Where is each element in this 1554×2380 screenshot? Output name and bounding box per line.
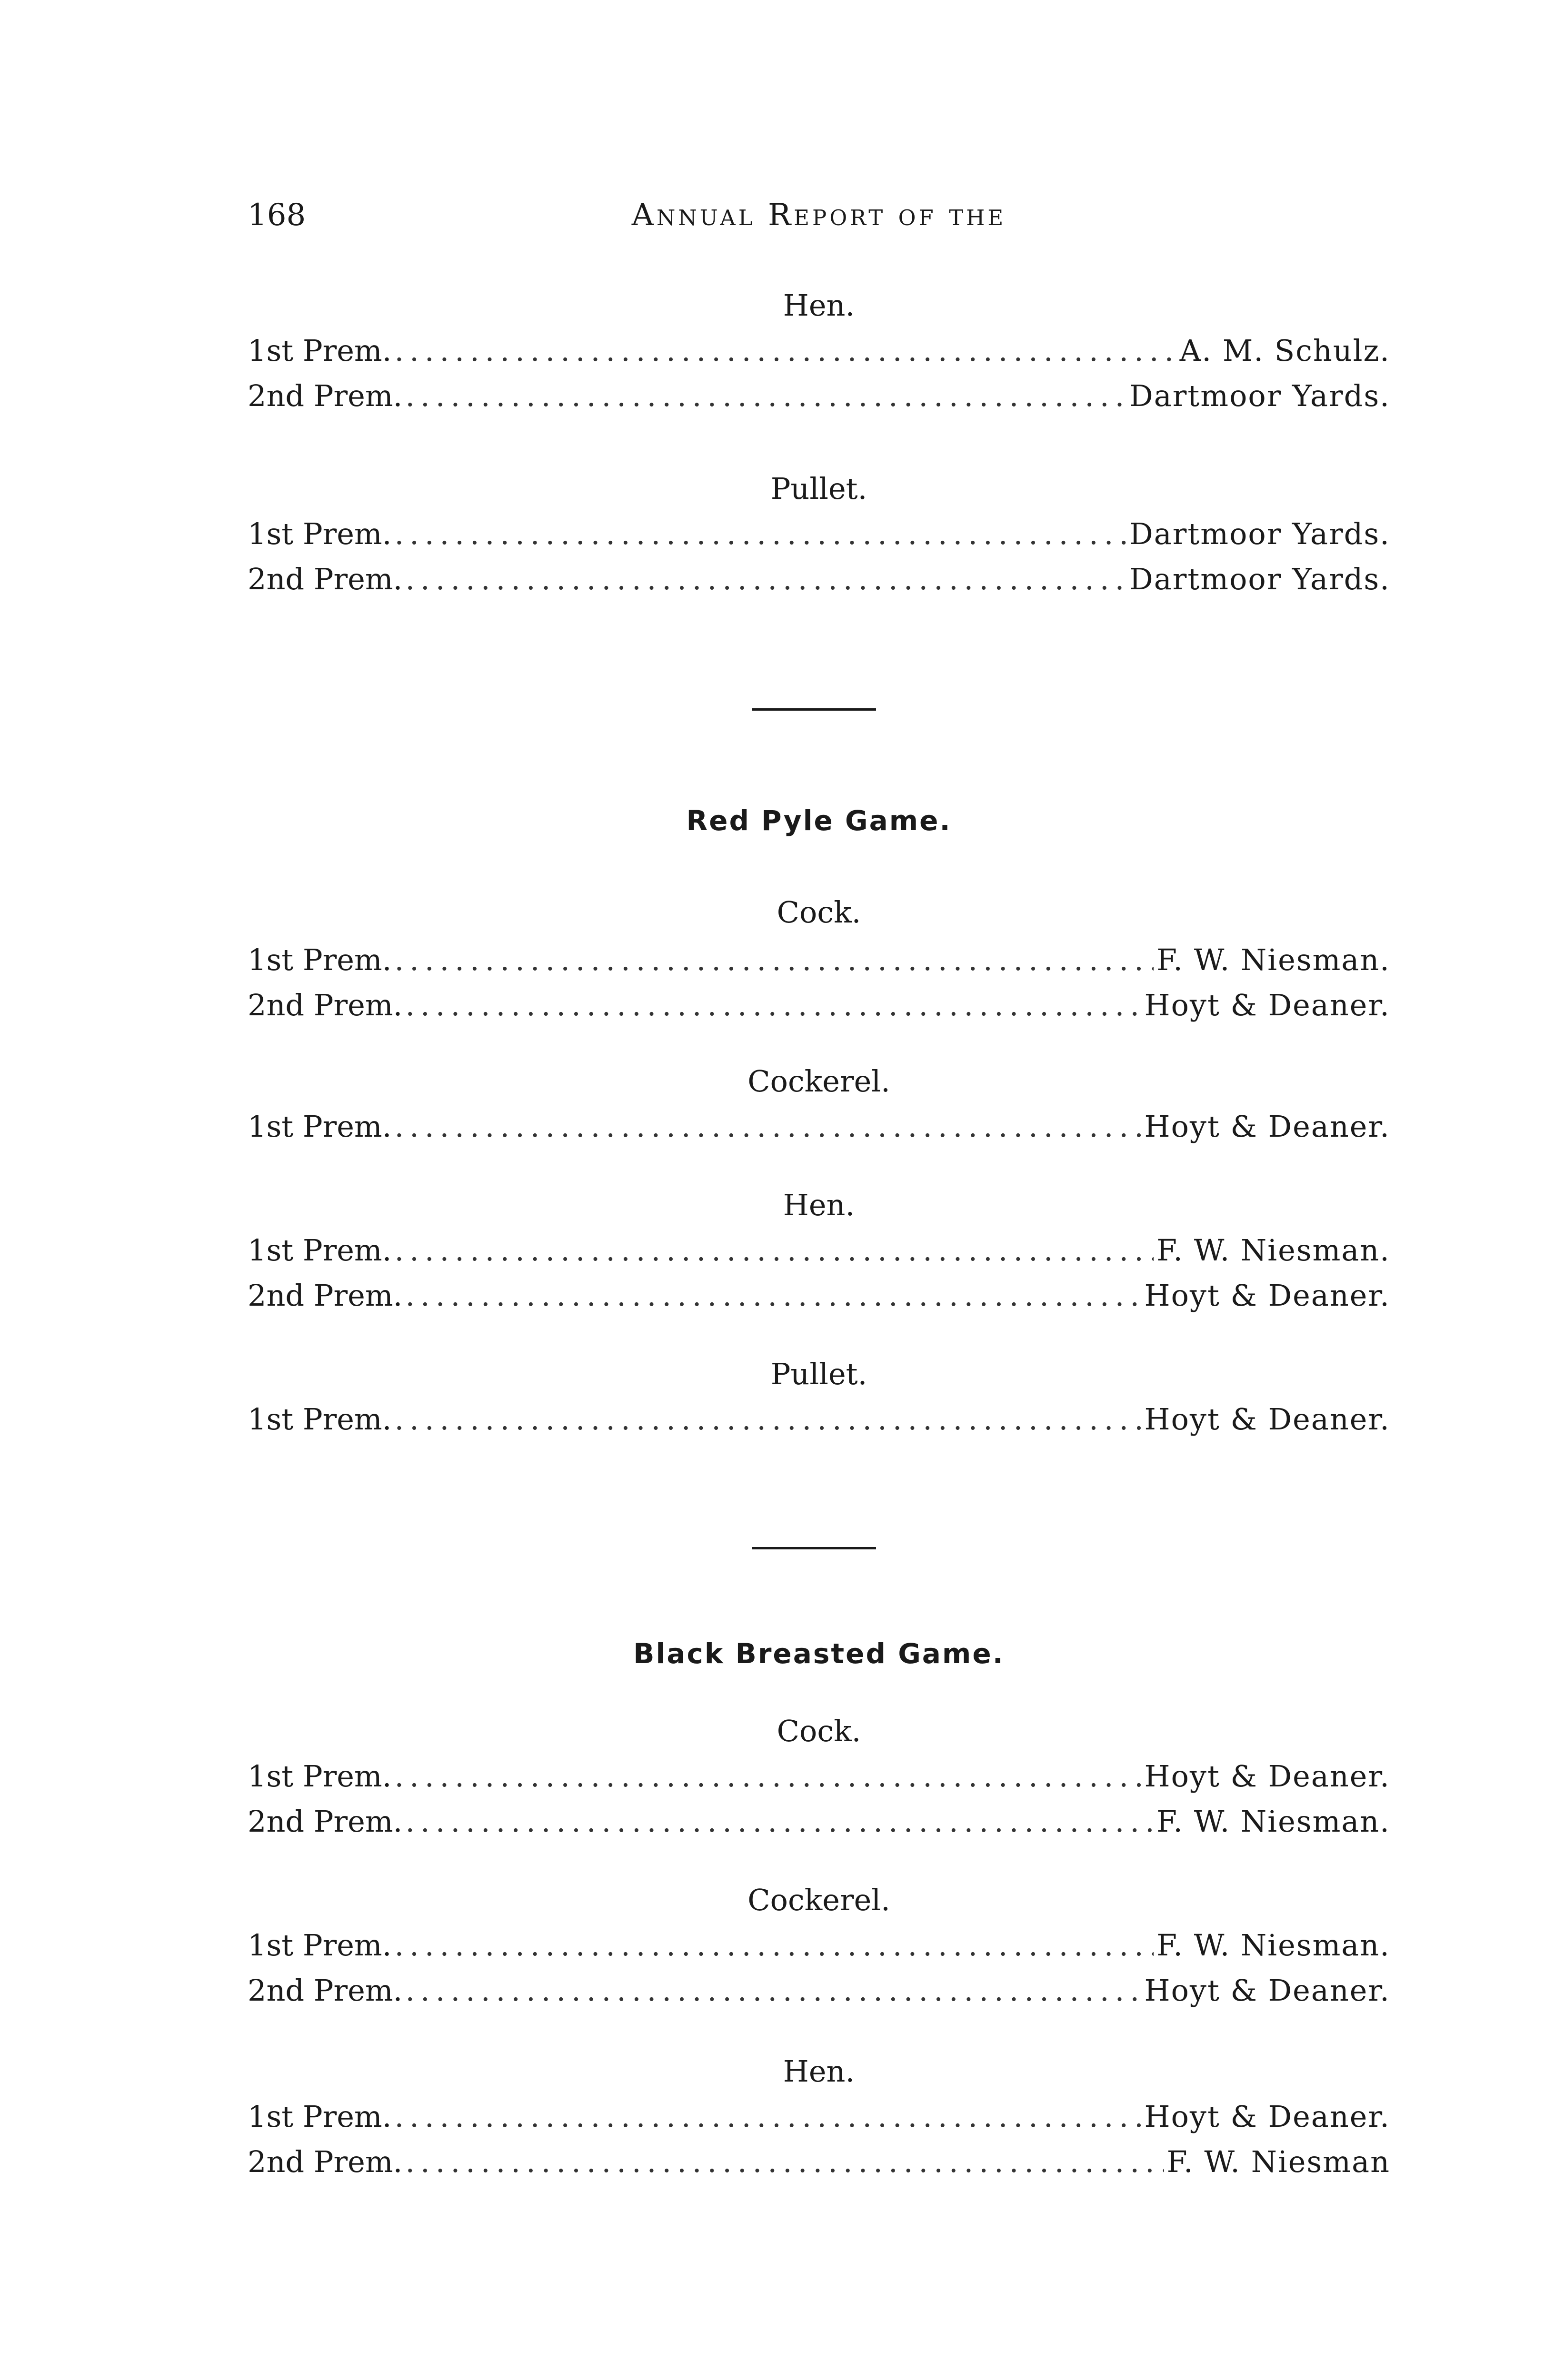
premium-rank: 1st Prem.	[248, 1759, 392, 1794]
class-label-hen: Hen.	[783, 288, 855, 323]
dot-leader	[405, 562, 1126, 596]
premium-winner: A. M. Schulz.	[1179, 333, 1390, 368]
premium-rank: 2nd Prem.	[248, 2144, 403, 2179]
dot-leader	[394, 1402, 1141, 1437]
premium-rank: 1st Prem.	[248, 1402, 392, 1437]
class-label-cockerel: Cockerel.	[747, 1064, 890, 1099]
premium-rank: 2nd Prem.	[248, 1804, 403, 1839]
premium-winner: Hoyt & Deaner.	[1144, 1759, 1390, 1794]
premium-entry	[248, 1973, 1390, 2011]
class-label-hen: Hen.	[783, 2054, 855, 2089]
premium-winner: Hoyt & Deaner.	[1144, 2099, 1390, 2134]
class-label-pullet: Pullet.	[770, 471, 867, 506]
premium-rank: 1st Prem.	[248, 1233, 392, 1268]
premium-rank: 1st Prem.	[248, 1928, 392, 1963]
premium-entry	[248, 562, 1390, 600]
dot-leader	[405, 1804, 1154, 1839]
premium-rank: 1st Prem.	[248, 516, 392, 551]
class-label-cockerel: Cockerel.	[747, 1883, 890, 1917]
section-divider	[752, 708, 876, 711]
premium-entry	[248, 516, 1390, 555]
premium-rank: 2nd Prem.	[248, 378, 403, 413]
dot-leader	[394, 516, 1126, 551]
dot-leader	[405, 1278, 1141, 1313]
premium-entry	[248, 1233, 1390, 1271]
premium-winner: Hoyt & Deaner.	[1144, 1109, 1390, 1144]
premium-winner: F. W. Niesman.	[1156, 1804, 1390, 1839]
class-label-cock: Cock.	[777, 1714, 861, 1748]
premium-winner: Hoyt & Deaner.	[1144, 1973, 1390, 2008]
premium-winner: Hoyt & Deaner.	[1144, 988, 1390, 1022]
premium-entry	[248, 942, 1390, 981]
premium-rank: 1st Prem.	[248, 333, 392, 368]
dot-leader	[394, 333, 1176, 368]
premium-entry	[248, 988, 1390, 1026]
dot-leader	[405, 2144, 1164, 2179]
dot-leader	[394, 1759, 1141, 1794]
premium-entry	[248, 1402, 1390, 1440]
premium-rank: 1st Prem.	[248, 2099, 392, 2134]
premium-winner: F. W. Niesman.	[1156, 942, 1390, 977]
dot-leader	[394, 2099, 1141, 2134]
dot-leader	[405, 378, 1126, 413]
running-title: Annual Report of the	[631, 198, 1006, 233]
premium-entry	[248, 2144, 1390, 2182]
dot-leader	[394, 1928, 1154, 1963]
premium-winner: F. W. Niesman.	[1156, 1233, 1390, 1268]
premium-entry	[248, 1759, 1390, 1797]
section-title-red-pyle-game: Red Pyle Game.	[686, 804, 952, 837]
premium-rank: 1st Prem.	[248, 942, 392, 977]
dot-leader	[394, 942, 1154, 977]
page-number: 168	[248, 198, 306, 233]
premium-entry	[248, 1109, 1390, 1147]
class-label-hen: Hen.	[783, 1188, 855, 1222]
section-divider	[752, 1547, 876, 1549]
premium-entry	[248, 333, 1390, 371]
premium-entry	[248, 378, 1390, 416]
section-title-black-breasted-game: Black Breasted Game.	[633, 1637, 1005, 1670]
premium-rank: 2nd Prem.	[248, 988, 403, 1022]
premium-winner: Hoyt & Deaner.	[1144, 1278, 1390, 1313]
premium-winner: Dartmoor Yards.	[1129, 562, 1390, 596]
premium-entry	[248, 1804, 1390, 1842]
premium-rank: 2nd Prem.	[248, 1278, 403, 1313]
premium-rank: 2nd Prem.	[248, 562, 403, 596]
dot-leader	[394, 1109, 1141, 1144]
premium-winner: F. W. Niesman.	[1156, 1928, 1390, 1963]
premium-entry	[248, 1928, 1390, 1966]
premium-winner: Dartmoor Yards.	[1129, 378, 1390, 413]
dot-leader	[405, 988, 1141, 1022]
premium-winner: Hoyt & Deaner.	[1144, 1402, 1390, 1437]
premium-entry	[248, 1278, 1390, 1316]
premium-winner: Dartmoor Yards.	[1129, 516, 1390, 551]
premium-entry	[248, 2099, 1390, 2137]
class-label-pullet: Pullet.	[770, 1357, 867, 1391]
premium-winner: F. W. Niesman	[1166, 2144, 1390, 2179]
premium-rank: 2nd Prem.	[248, 1973, 403, 2008]
class-label-cock: Cock.	[777, 895, 861, 930]
premium-rank: 1st Prem.	[248, 1109, 392, 1144]
page-header	[248, 198, 1390, 245]
dot-leader	[405, 1973, 1141, 2008]
dot-leader	[394, 1233, 1154, 1268]
